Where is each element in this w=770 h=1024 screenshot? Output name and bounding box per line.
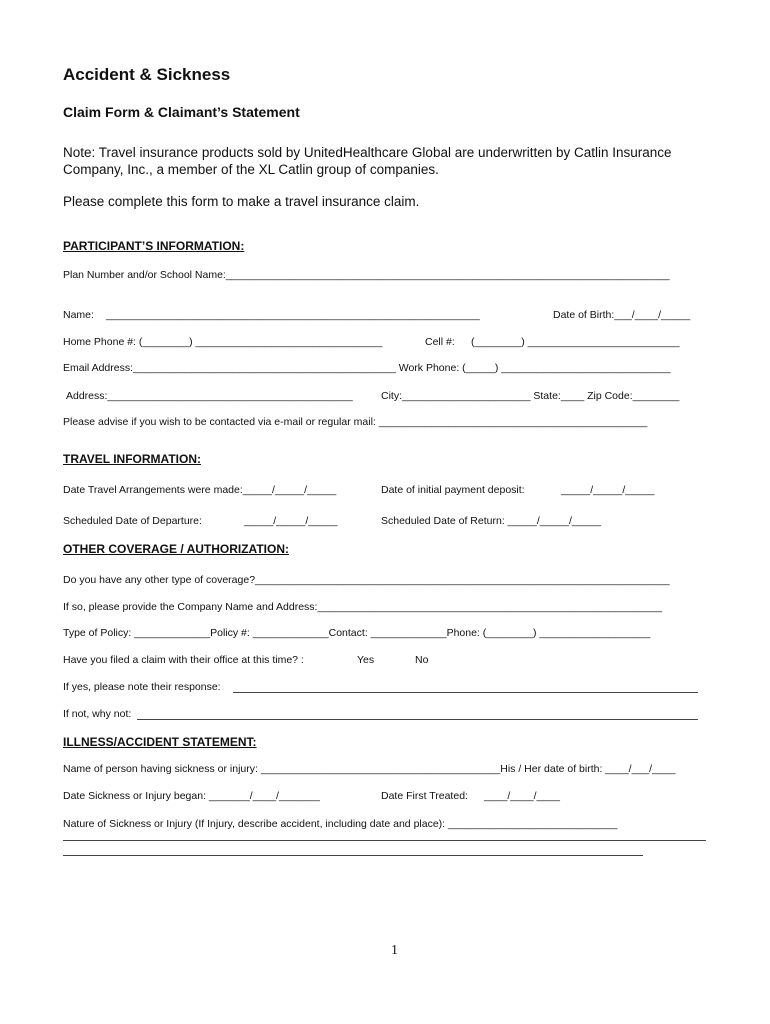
note-line-2: Company, Inc., a member of the XL Catlin group of companies. — [63, 162, 439, 177]
name-label: Name: — [63, 309, 94, 321]
participant-heading: PARTICIPANT’S INFORMATION: — [63, 239, 245, 253]
address-field[interactable]: Address:__________________________________________ — [66, 390, 353, 402]
cell-field[interactable]: (________) __________________________ — [471, 336, 680, 348]
departure-label: Scheduled Date of Departure: — [63, 515, 202, 527]
city-state-zip-field[interactable]: City:______________________ State:____ Zip Code:________ — [381, 390, 680, 402]
nature-line-3[interactable] — [63, 855, 643, 856]
travel-heading: TRAVEL INFORMATION: — [63, 452, 201, 466]
contact-preference-field[interactable]: Please advise if you wish to be contacted via e-mail or regular mail: ______________________________________________ — [63, 416, 648, 428]
first-treated-field[interactable]: ____/____/____ — [484, 790, 560, 802]
coverage-heading: OTHER COVERAGE / AUTHORIZATION: — [63, 542, 289, 556]
instruction-text: Please complete this form to make a travel insurance claim. — [63, 194, 420, 209]
illness-heading: ILLNESS/ACCIDENT STATEMENT: — [63, 735, 257, 749]
person-name-field[interactable]: Name of person having sickness or injury: _________________________________________His / Her date of birth: ____/___/____ — [63, 763, 676, 775]
response-label: If yes, please note their response: — [63, 681, 221, 693]
other-coverage-field[interactable]: Do you have any other type of coverage?_______________________________________________________________________ — [63, 574, 670, 586]
filed-claim-yes[interactable]: Yes — [357, 654, 375, 666]
document-subtitle: Claim Form & Claimant’s Statement — [63, 104, 300, 120]
policy-details-field[interactable]: Type of Policy: _____________Policy #: _____________Contact: _____________Phone: (________) ___________________ — [63, 627, 651, 639]
email-work-phone-field[interactable]: Email Address:_____________________________________________ Work Phone: (_____) _____________________________ — [63, 362, 671, 374]
arrangements-date-field[interactable]: Date Travel Arrangements were made:_____/_____/_____ — [63, 484, 337, 496]
dob-field[interactable]: Date of Birth:___/____/_____ — [553, 309, 691, 321]
document-title: Accident & Sickness — [63, 65, 231, 84]
page-number: 1 — [391, 943, 398, 958]
filed-claim-question: Have you filed a claim with their office at this time? : — [63, 654, 304, 666]
home-phone-field[interactable]: Home Phone #: (________) ________________________________ — [63, 336, 383, 348]
initial-payment-field[interactable]: _____/_____/_____ — [561, 484, 655, 496]
response-field[interactable] — [233, 692, 698, 693]
return-date-field[interactable]: Scheduled Date of Return: _____/_____/_____ — [381, 515, 602, 527]
cell-label: Cell #: — [425, 336, 455, 348]
why-not-label: If not, why not: — [63, 708, 132, 720]
nature-of-injury-field[interactable]: Nature of Sickness or Injury (If Injury, describe accident, including date and place): _____________________________ — [63, 818, 618, 830]
first-treated-label: Date First Treated: — [381, 790, 468, 802]
plan-number-field[interactable]: Plan Number and/or School Name:____________________________________________________________________________ — [63, 269, 670, 281]
sickness-began-field[interactable]: Date Sickness or Injury began: _______/____/_______ — [63, 790, 320, 802]
filed-claim-no[interactable]: No — [415, 654, 429, 666]
note-line-1: Note: Travel insurance products sold by UnitedHealthcare Global are underwritten by Catlin Insurance — [63, 145, 672, 160]
initial-payment-label: Date of initial payment deposit: — [381, 484, 525, 496]
departure-field[interactable]: _____/_____/_____ — [244, 515, 338, 527]
nature-line-2[interactable] — [63, 840, 706, 841]
name-field[interactable]: ________________________________________________________________ — [106, 309, 480, 321]
why-not-field[interactable] — [137, 719, 698, 720]
company-name-field[interactable]: If so, please provide the Company Name and Address:___________________________________________________________ — [63, 601, 663, 613]
